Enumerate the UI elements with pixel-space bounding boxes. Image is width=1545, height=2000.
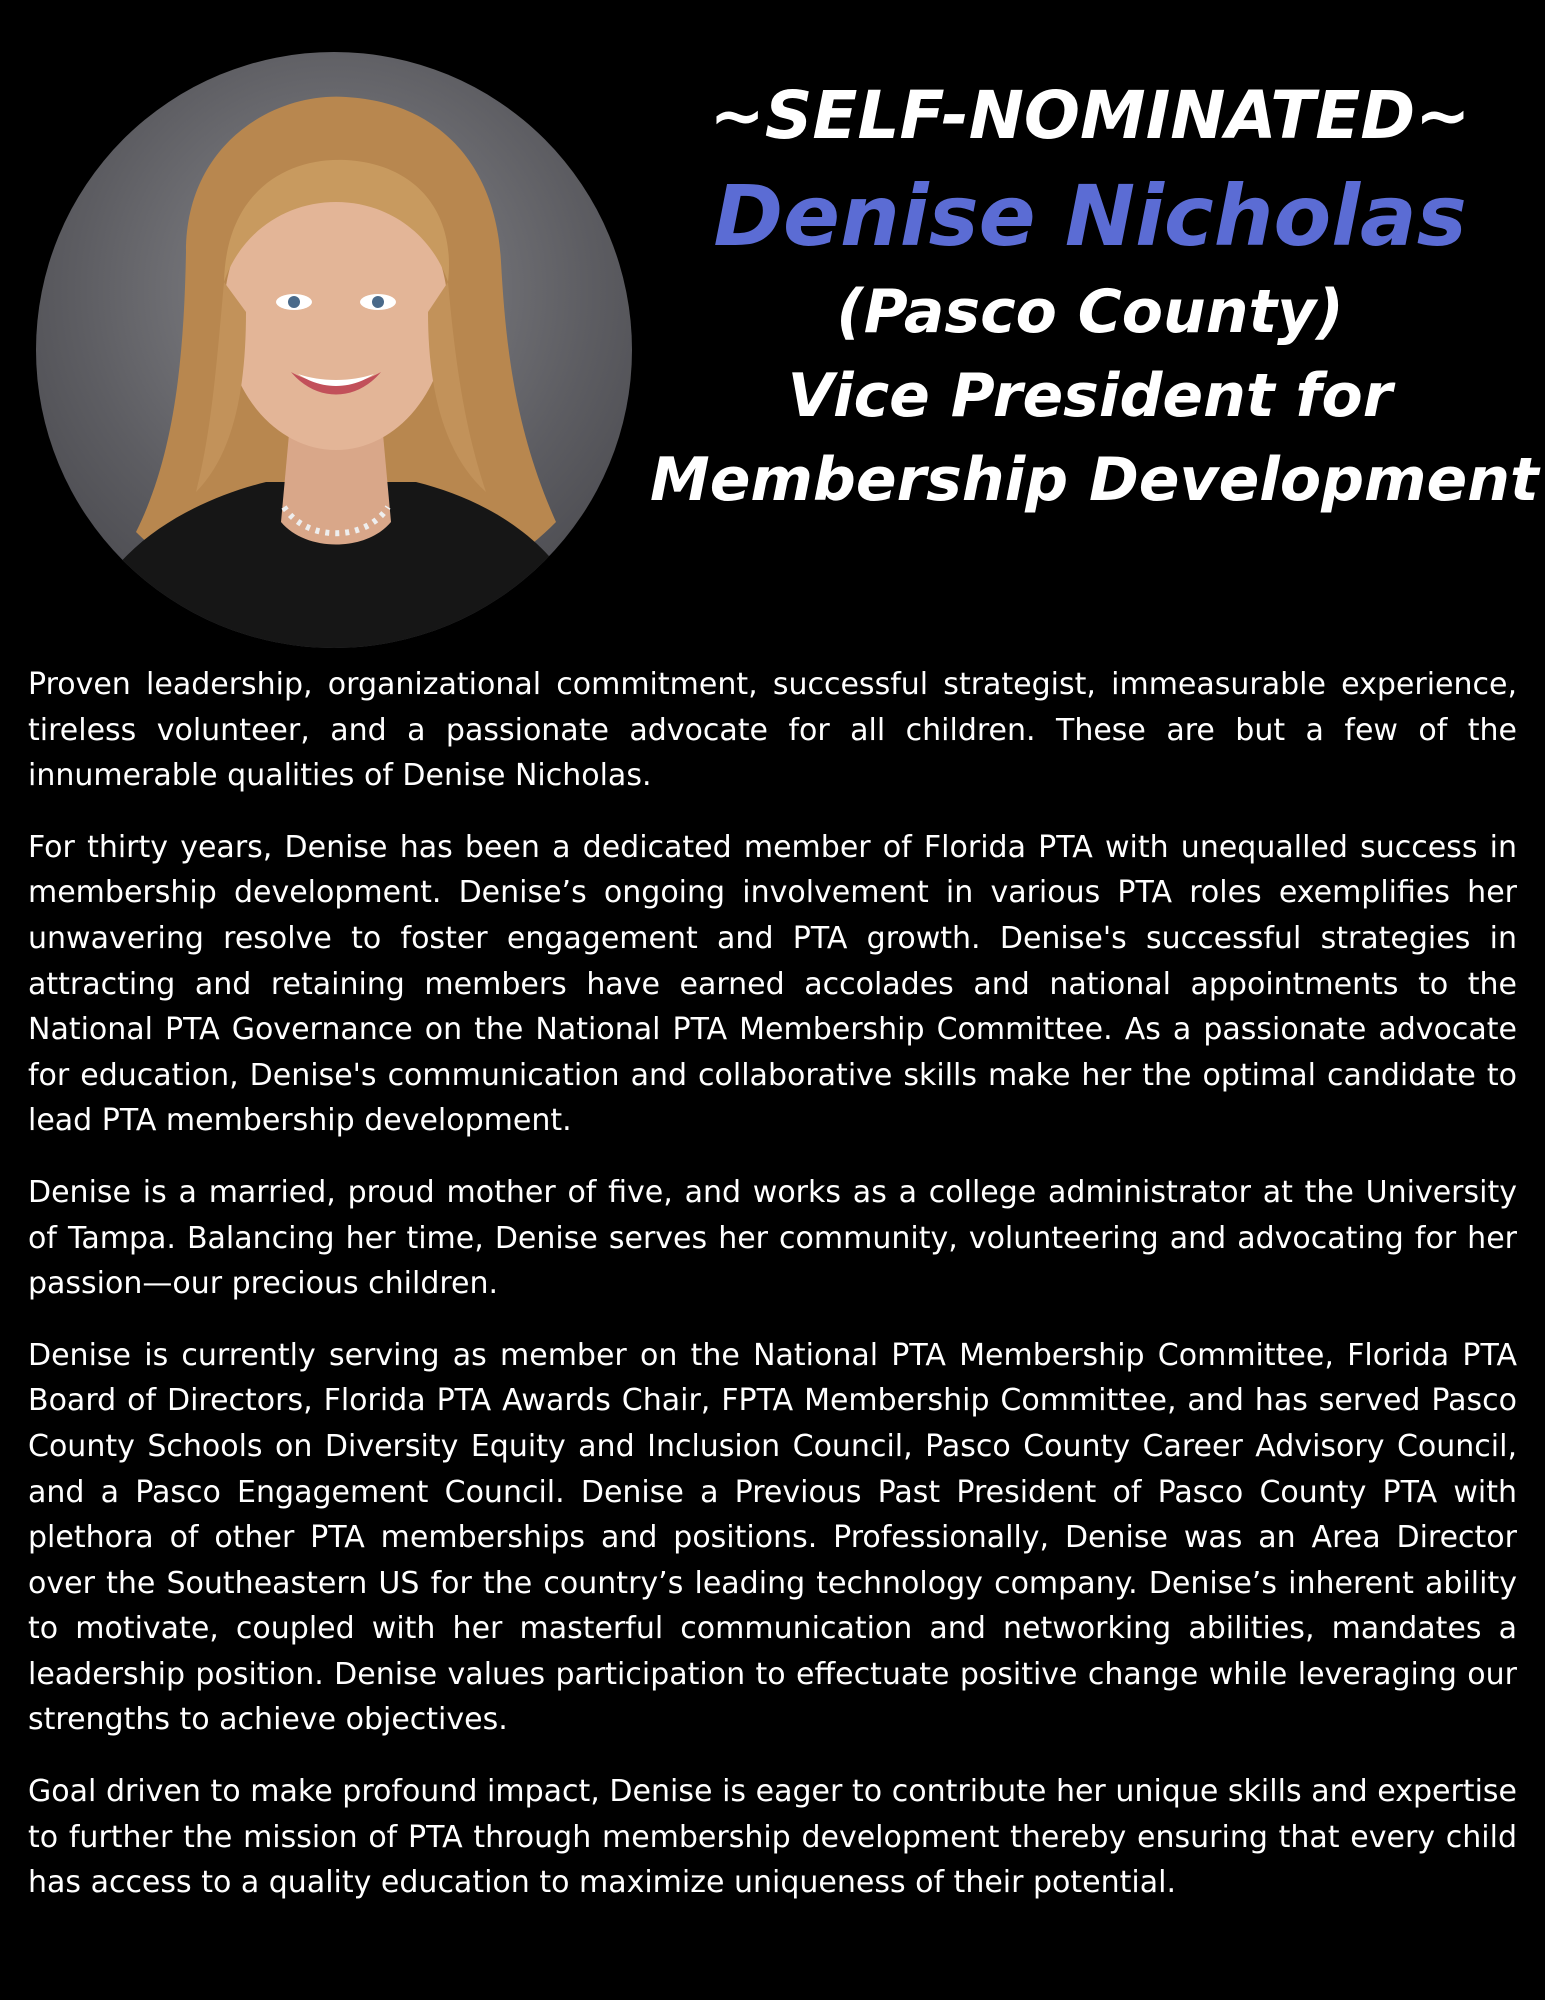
- bio-paragraph: For thirty years, Denise has been a dedicated member of Florida PTA with unequalled success in membership development. Denise’s ongoing involvement in various PTA roles exemplifies her unwavering resolve to foster engagement and PTA growth. Denise's successful strategies in attracting and retaining members have earned accolades and national appointments to the National PTA Governance on the National PTA Membership Committee. As a passionate advocate for education, Denise's communication and collaborative skills make her the optimal candidate to lead PTA membership development.: [28, 829, 1517, 1139]
- bio-paragraph: Proven leadership, organizational commitment, successful strategist, immeasurable experience, tireless volunteer, and a passionate advocate for all children. These are but a few of the innumerable qualities of Denise Nicholas.: [28, 667, 1517, 794]
- candidate-county: (Pasco County): [836, 277, 1344, 347]
- bio-paragraph: Goal driven to make profound impact, Denise is eager to contribute her unique skills and expertise to further the mission of PTA through membership development thereby ensuring that every child has access to a quality education to maximize uniqueness of their potential.: [28, 1774, 1517, 1901]
- role-line-1: Vice President for: [787, 361, 1393, 431]
- candidate-bio: [28, 662, 1517, 1932]
- role-line-2: Membership Development: [650, 445, 1539, 515]
- candidate-portrait-photo: [36, 52, 632, 648]
- nomination-label: ~SELF-NOMINATED~: [709, 77, 1471, 154]
- candidate-portrait: [36, 52, 632, 648]
- candidate-name: Denise Nicholas: [713, 167, 1467, 265]
- nominee-header: [650, 70, 1539, 522]
- bio-paragraph: Denise is currently serving as member on the National PTA Membership Committee, Florida PTA Board of Directors, Florida PTA Awards Chair, FPTA Membership Committee, and has served Pasco County Schools on Diversity Equity and Inclusion Council, Pasco County Career Advisory Council, and a Pasco Engagement Council. Denise a Previous Past President of Pasco County PTA with plethora of other PTA memberships and positions. Professionally, Denise was an Area Director over the Southeastern US for the country’s leading technology company. Denise’s inherent ability to motivate, coupled with her masterful communication and networking abilities, mandates a leadership position. Denise values participation to effectuate positive change while leveraging our strengths to achieve objectives.: [28, 1337, 1517, 1738]
- bio-paragraph: Denise is a married, proud mother of five, and works as a college administrator at the University of Tampa. Balancing her time, Denise serves her community, volunteering and advocating for her passion—our precious children.: [28, 1174, 1517, 1302]
